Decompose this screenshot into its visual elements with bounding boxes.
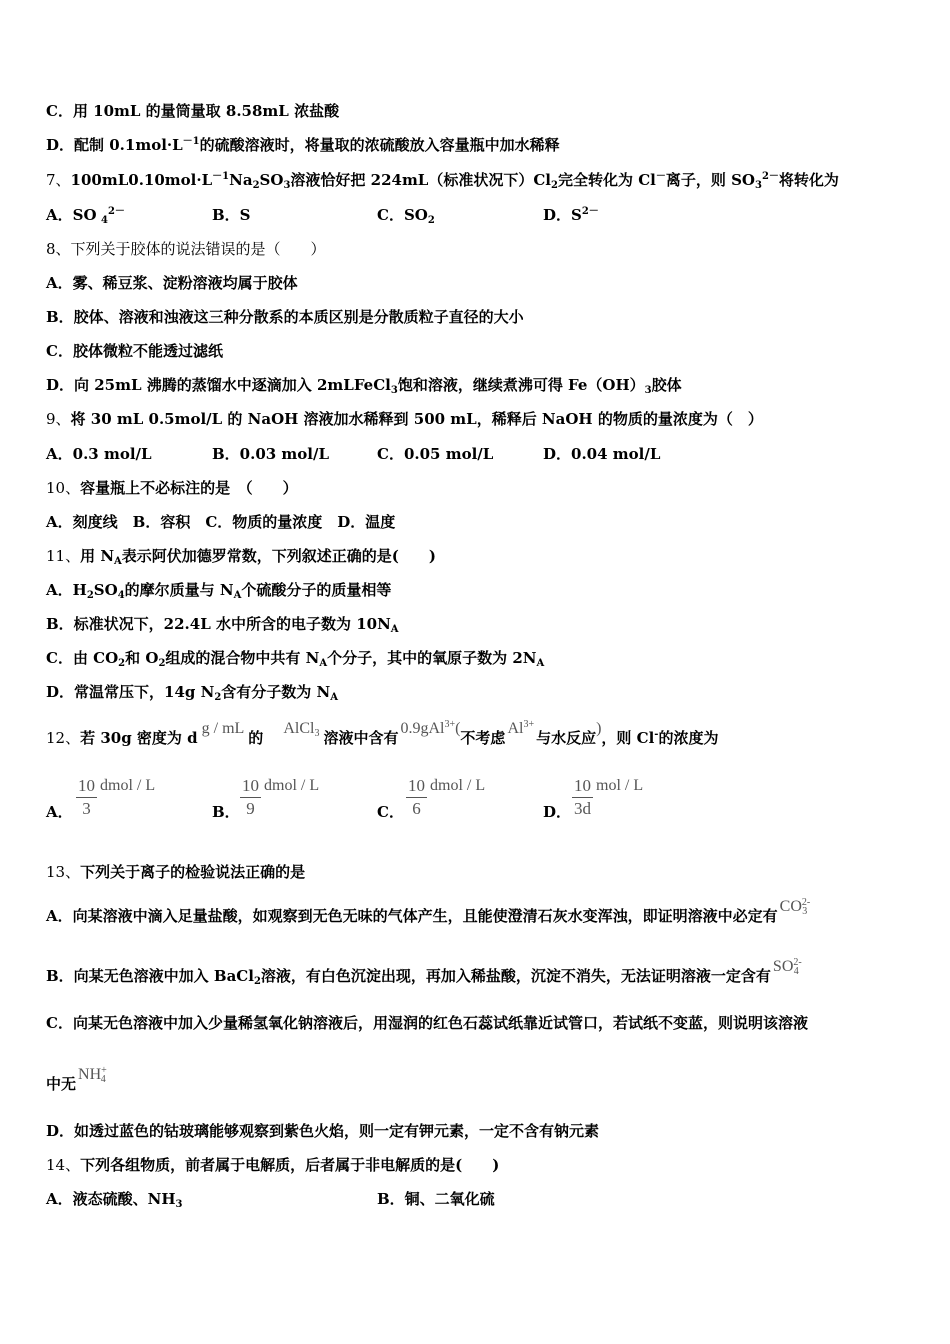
fraction-b: $\frac{10}{9}$ dmol / L xyxy=(242,776,320,818)
option-line: D．常温常压下，14g $N_2$含有分子数为 $N_A$ xyxy=(46,683,338,703)
option-line: C．胶体微粒不能透过滤纸 xyxy=(46,342,223,360)
question-8: 8、下列关于胶体的说法错误的是（ ） xyxy=(46,240,326,258)
option-line: B．标准状况下，22.4L 水中所含的电子数为 $10N_A$ xyxy=(46,615,399,635)
option-line: A．$H_2SO_4$的摩尔质量与 $N_A$个硫酸分子的质量相等 xyxy=(46,581,392,601)
option-line: C．向某无色溶液中加入少量稀氢氧化钠溶液后，用湿润的红色石蕊试纸靠近试管口，若试纸不变蓝，则说明该溶液 xyxy=(46,1014,808,1032)
option-line: A．向某溶液中滴入足量盐酸，如观察到无色无味的气体产生，且能使澄清石灰水变浑浊，即证明溶液中必定有$CO^{2-}_3$ xyxy=(46,897,811,925)
question-14: 14、下列各组物质，前者属于电解质，后者属于非电解质的是( ) xyxy=(46,1156,500,1174)
fraction-d: $\frac{10}{3d}$ mol / L xyxy=(574,776,644,818)
option-line: C．由 $CO_2$和 $O_2$组成的混合物中共有 $N_A$个分子，其中的氧原子数为 $2N_A$ xyxy=(46,649,545,669)
question-9: 9、将 30 mL 0.5mol/L 的 NaOH 溶液加水稀释到 500 mL，稀释后 NaOH 的物质的量浓度为（ ） xyxy=(46,410,763,428)
option-line: D．向 25mL 沸腾的蒸馏水中逐滴加入 2mLFeCl$_3$饱和溶液，继续煮沸可得 $Fe(OH)_3$胶体 xyxy=(46,376,682,396)
question-13: 13、下列关于离子的检验说法正确的是 xyxy=(46,863,306,881)
option-line: D．配制 $0.1mol\cdot L^{-1}$的硫酸溶液时，将量取的浓硫酸放入容量瓶中加水稀释 xyxy=(46,136,560,154)
option-line: B．胶体、溶液和浊液这三种分散系的本质区别是分散质粒子直径的大小 xyxy=(46,308,524,326)
option-line-cont: 中无$NH^+_4$ xyxy=(46,1065,107,1093)
question-12: 12、若 30g 密度为 dg / mL的AlCl$_3$ 溶液中含有0.9gAl$^{3+}$(不考虑$Al^{3+}$与水反应)，则 Cl-的浓度为 xyxy=(46,719,719,747)
option-line: B．向某无色溶液中加入 BaCl$_2$溶液，有白色沉淀出现，再加入稀盐酸，沉淀不消失，无法证明溶液一定含有$SO^{2-}_4$ xyxy=(46,957,802,987)
fraction-a: $\frac{10}{3}$ dmol / L xyxy=(78,776,156,818)
question-7: 7、$100mL0.10mol\cdot L^{-1}Na_2SO_3$溶液恰好把 224mL（标准状况下）$Cl_2$完全转化为 Cl－离子，则 $SO_3^{2-}$将转化为 xyxy=(46,171,839,191)
option-line: D．如透过蓝色的钴玻璃能够观察到紫色火焰，则一定有钾元素，一定不含有钠元素 xyxy=(46,1122,600,1140)
question-11: 11、用 $N_A$表示阿伏加德罗常数，下列叙述正确的是( ) xyxy=(46,547,436,567)
question-10: 10、容量瓶上不必标注的是 （ ） xyxy=(46,479,298,497)
fraction-c: $\frac{10}{6}$ dmol / L xyxy=(408,776,486,818)
option-line: A．雾、稀豆浆、淀粉溶液均属于胶体 xyxy=(46,274,298,292)
option-line: C．用 10mL 的量筒量取 8.58mL 浓盐酸 xyxy=(46,102,340,120)
q10-options: A．刻度线 B．容积 C．物质的量浓度 D．温度 xyxy=(46,513,396,531)
